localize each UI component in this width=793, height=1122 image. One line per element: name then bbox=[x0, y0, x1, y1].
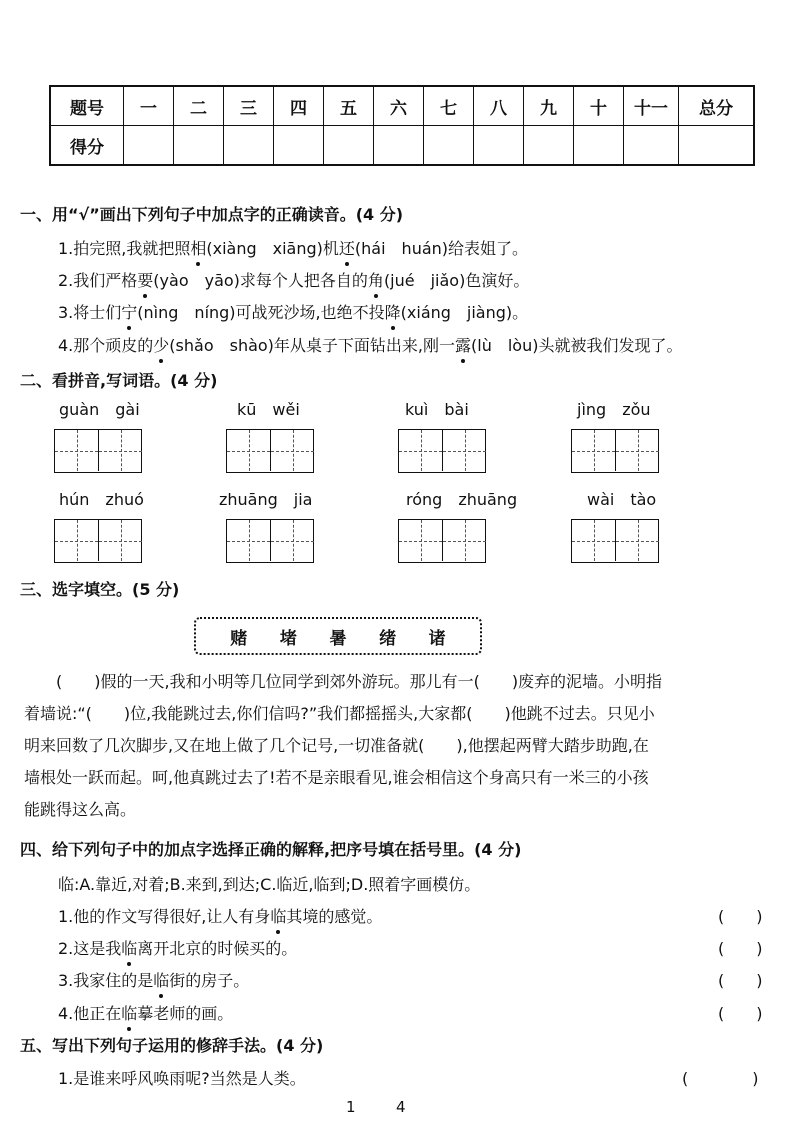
question-line: 3.我家住的是临街的房子。 bbox=[58, 968, 249, 991]
choice-char: 绪 bbox=[379, 628, 397, 649]
table-cell: 得分 bbox=[50, 126, 124, 166]
writing-grid[interactable] bbox=[398, 429, 486, 473]
table-cell: 九 bbox=[524, 86, 574, 126]
paragraph-line: ( )假的一天,我和小明等几位同学到郊外游玩。那儿有一( )废弃的泥墙。小明指 bbox=[56, 672, 663, 691]
options-line: 临:A.靠近,对着;B.来到,到达;C.临近,临到;D.照着字画模仿。 bbox=[58, 875, 481, 894]
table-cell: 六 bbox=[374, 86, 424, 126]
score-input-cell[interactable] bbox=[274, 126, 324, 166]
table-cell: 题号 bbox=[50, 86, 124, 126]
choice-char: 赌 bbox=[230, 628, 248, 649]
choice-char: 堵 bbox=[279, 628, 297, 649]
question-line: 2.我们严格要(yào yāo)求每个人把各自的角(jué jiǎo)色演好。 bbox=[58, 268, 529, 291]
score-header-row bbox=[50, 86, 754, 126]
table-cell: 十 bbox=[574, 86, 624, 126]
score-input-cell[interactable] bbox=[524, 126, 574, 166]
section-5-title: 五、写出下列句子运用的修辞手法。(4 分) bbox=[20, 1036, 324, 1055]
answer-bracket[interactable]: ( ) bbox=[718, 907, 763, 926]
writing-grid[interactable] bbox=[226, 519, 314, 563]
choice-char: 暑 bbox=[329, 628, 347, 649]
score-value-row bbox=[50, 126, 754, 166]
score-table bbox=[49, 85, 755, 166]
question-line: 4.他正在临摹老师的画。 bbox=[58, 1001, 233, 1024]
question-line: 1.拍完照,我就把照相(xiàng xiāng)机还(hái huán)给表姐了。 bbox=[58, 236, 528, 259]
score-input-cell[interactable] bbox=[174, 126, 224, 166]
table-cell: 八 bbox=[474, 86, 524, 126]
dotted-char: 临 bbox=[270, 904, 286, 927]
score-input-cell[interactable] bbox=[124, 126, 174, 166]
question-line: 1.是谁来呼风唤雨呢?当然是人类。 bbox=[58, 1069, 306, 1088]
dotted-char: 临 bbox=[121, 1001, 137, 1024]
pinyin-label: zhuāng jia bbox=[219, 490, 313, 509]
dotted-char: 临 bbox=[153, 968, 169, 991]
answer-bracket[interactable]: ( ) bbox=[718, 939, 763, 958]
table-cell: 二 bbox=[174, 86, 224, 126]
paragraph-line: 着墙说:“( )位,我能跳过去,你们信吗?”我们都摇摇头,大家都( )他跳不过去。只见小 bbox=[24, 704, 655, 723]
pinyin-label: kuì bài bbox=[405, 400, 469, 419]
writing-grid[interactable] bbox=[54, 519, 142, 563]
dotted-char: 角 bbox=[368, 268, 384, 291]
pinyin-label: wài tào bbox=[587, 490, 657, 509]
pinyin-label: kū wěi bbox=[237, 400, 300, 419]
dotted-char: 还 bbox=[339, 236, 355, 259]
dotted-char: 相 bbox=[190, 236, 206, 259]
page-total: 4 bbox=[396, 1098, 406, 1116]
dotted-char: 降 bbox=[385, 300, 401, 323]
writing-grid[interactable] bbox=[226, 429, 314, 473]
pinyin-label: guàn gài bbox=[59, 400, 140, 419]
dotted-char: 临 bbox=[121, 936, 137, 959]
table-cell: 总分 bbox=[679, 86, 755, 126]
score-input-cell[interactable] bbox=[324, 126, 374, 166]
answer-bracket[interactable]: ( ) bbox=[718, 971, 763, 990]
question-line: 3.将士们宁(nìng níng)可战死沙场,也绝不投降(xiáng jiàng)。 bbox=[58, 300, 528, 323]
writing-grid[interactable] bbox=[54, 429, 142, 473]
dotted-char: 露 bbox=[455, 333, 471, 356]
answer-bracket[interactable]: ( ) bbox=[718, 1004, 763, 1023]
score-input-cell[interactable] bbox=[424, 126, 474, 166]
question-line: 2.这是我临离开北京的时候买的。 bbox=[58, 936, 297, 959]
section-4-title: 四、给下列句子中的加点字选择正确的解释,把序号填在括号里。(4 分) bbox=[20, 840, 522, 859]
dotted-char: 宁 bbox=[121, 300, 137, 323]
table-cell: 四 bbox=[274, 86, 324, 126]
pinyin-label: jìng zǒu bbox=[577, 400, 651, 419]
question-line: 1.他的作文写得很好,让人有身临其境的感觉。 bbox=[58, 904, 382, 927]
question-line: 4.那个顽皮的少(shǎo shào)年从桌子下面钻出来,刚一露(lù lòu)头就被我们发现了。 bbox=[58, 333, 682, 356]
page-number: 1 bbox=[346, 1098, 356, 1116]
score-input-cell[interactable] bbox=[374, 126, 424, 166]
writing-grid[interactable] bbox=[571, 429, 659, 473]
table-cell: 一 bbox=[124, 86, 174, 126]
score-input-cell[interactable] bbox=[224, 126, 274, 166]
dotted-char: 要 bbox=[137, 268, 153, 291]
section-2-title: 二、看拼音,写词语。(4 分) bbox=[20, 371, 218, 390]
table-cell: 七 bbox=[424, 86, 474, 126]
score-input-cell[interactable] bbox=[474, 126, 524, 166]
section-1-title: 一、用“√”画出下列句子中加点字的正确读音。(4 分) bbox=[20, 205, 404, 224]
fill-paragraph bbox=[24, 666, 774, 826]
score-input-cell[interactable] bbox=[574, 126, 624, 166]
table-cell: 三 bbox=[224, 86, 274, 126]
table-cell: 五 bbox=[324, 86, 374, 126]
paragraph-line: 能跳得这么高。 bbox=[24, 800, 137, 819]
character-choice-box bbox=[194, 617, 482, 655]
choice-char: 诸 bbox=[428, 628, 446, 649]
writing-grid[interactable] bbox=[571, 519, 659, 563]
paragraph-line: 明来回数了几次脚步,又在地上做了几个记号,一切准备就( ),他摆起两臂大踏步助跑,在 bbox=[24, 736, 649, 755]
section-3-title: 三、选字填空。(5 分) bbox=[20, 580, 180, 599]
table-cell: 十一 bbox=[624, 86, 679, 126]
pinyin-label: róng zhuāng bbox=[406, 490, 518, 509]
writing-grid[interactable] bbox=[398, 519, 486, 563]
paragraph-line: 墙根处一跃而起。呵,他真跳过去了!若不是亲眼看见,谁会相信这个身高只有一米三的小孩 bbox=[24, 768, 649, 787]
answer-bracket[interactable]: ( ) bbox=[682, 1069, 759, 1088]
score-input-cell[interactable] bbox=[624, 126, 679, 166]
pinyin-label: hún zhuó bbox=[59, 490, 144, 509]
score-input-cell[interactable] bbox=[679, 126, 755, 166]
dotted-char: 少 bbox=[153, 333, 169, 356]
